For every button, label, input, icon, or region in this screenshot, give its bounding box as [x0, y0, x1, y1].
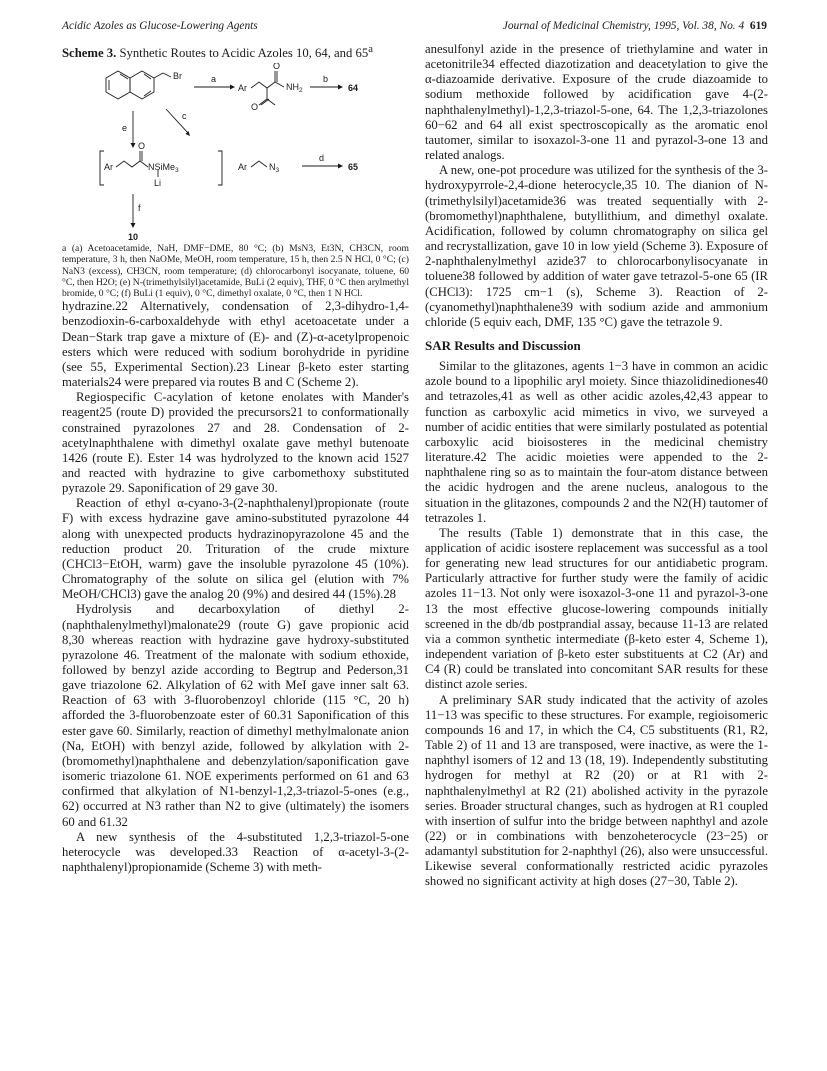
o-label-1: O	[273, 63, 281, 72]
step-e-label: e	[122, 123, 128, 134]
product-64-label: 64	[348, 83, 359, 94]
scheme-title: Synthetic Routes to Acidic Azoles 10, 64, and 65	[116, 46, 369, 61]
ar-label-1: Ar	[238, 83, 247, 94]
section-heading: SAR Results and Discussion	[425, 337, 581, 353]
left-paragraph-1: hydrazine.22 Alternatively, condensation of 2,3-dihydro-1,4-benzodioxin-6-carboxaldehyde with ethyl acetoacetate under a Dean−Stark trap gave a mixture of (E)- and (Z)-α-acetylpropenoic esters which were reduced with sodium borohydride in pyridine (see 55, Experimental Section).23 Linear β-keto ester starting materials24 were prepared via routes B and C (Scheme 2).	[62, 299, 409, 390]
page-number: 619	[749, 20, 767, 32]
o-label-2: O	[251, 102, 259, 113]
journal-citation: Journal of Medicinal Chemistry, 1995, Vol. 38, No. 4	[502, 20, 745, 32]
azide-chain	[251, 161, 267, 167]
product-10-label: 10	[128, 232, 139, 243]
sar-paragraph-2: The results (Table 1) demonstrate that in this case, the application of acidic isostere replacement was successful as a tool for generating new lead structures for our antidiabetic program. Particularly attractive for further study were the family of acidic azoles 11−13. Not only were isoxazol-3-one 11 and pyrazol-3-one 13 the most effective glucose-lowering compounds initially screened in the db/db postprandial assay, because 11-13 are related via a common synthetic intermediate (β-keto ester 4, Scheme 1), independent variation of β-keto ester substituents at C2 (Ar) and C4 (R) could be translated into concomitant SAR results for these distinct azole series.	[425, 525, 768, 692]
left-paragraph-4: Hydrolysis and decarboxylation of diethyl 2-(naphthalenylmethyl)malonate29 (route G) gave propionic acid 8,30 whereas reaction with hydrazine gave hydroxy-substituted pyrazolone 46. Treatment of the malonate with sodium ethoxide, followed by benzyl azide according to Begtrup and Pederson,31 gave triazolone 62. Alkylation of 62 with MeI gave inner salt 63. Reaction of 63 with 3-fluorobenzoyl chloride (115 °C, 20 h) afforded the 3-fluorobenzoate ester of 60.31 Saponification of this ester gave 60. Similarly, reaction of dimethyl methylmalonate anion (Na, EtOH) with benzyl azide, followed by alkylation with 2-(bromomethyl)naphthalene and debenzylation/saponification gave isomeric triazolone 61. NOE experiments performed on 61 and 63 confirmed that alkylation of N1-benzyl-1,2,3-triazol-5-ones (e.g., 62) occurred at N3 rather than N2 to give (ultimately) the isomers 60 and 61.32	[62, 602, 409, 829]
nsime3-label: NSiMe$_3$	[148, 162, 179, 175]
nh2-label: $NH_2$	[286, 82, 303, 95]
left-paragraph-5: A new synthesis of the 4-substituted 1,2,3-triazol-5-one heterocycle was developed.33 Reaction of α-acetyl-3-(2-naphthalenyl)propionamide (Scheme 3) with meth-	[62, 829, 409, 875]
left-column	[62, 42, 409, 875]
ketoamide-structure	[251, 71, 284, 105]
right-column	[425, 42, 768, 890]
scheme-caption-sup: a	[368, 44, 373, 55]
scheme-caption	[62, 42, 409, 61]
left-paragraph-2: Regiospecific C-acylation of ketone enolates with Mander's reagent25 (route D) provided the precursors21 to conformationally constrained pyrazolones 27 and 28. Condensation of 2-acetylnaphthalene with dimethyl oxalate gave methyl butenoate 1426 (route E). Ester 14 was hydrolyzed to the known acid 1527 and reacted with hydrazine to give carbomethoxy substituted pyrazole 29. Saponification of 29 gave 30.	[62, 390, 409, 496]
running-header-left: Acidic Azoles as Glucose-Lowering Agents	[62, 20, 258, 32]
ar-label-2: Ar	[104, 162, 113, 173]
product-65-label: 65	[348, 162, 359, 173]
br-label: Br	[173, 71, 182, 82]
scheme-footnote: a (a) Acetoacetamide, NaH, DMF−DME, 80 °C; (b) MsN3, Et3N, CH3CN, room temperature, 3 h, then NaOMe, MeOH, room temperature, 15 h, then 2.5 N HCl, 0 °C; (c) NaN3 (excess), CH3CN, room temperature; (d) chlorocarbonyl isocyanate, toluene, 60 °C, then H2O; (e) N-(trimethylsilyl)acetamide, BuLi (2 equiv), THF, 0 °C then arylmethyl bromide, 0 °C; (f) BuLi (1 equiv), 0 °C, dimethyl oxalate, 0 °C, then 1 N HCl.	[62, 243, 409, 300]
ar-label-3: Ar	[238, 162, 247, 173]
sar-paragraph-1: Similar to the glitazones, agents 1−3 have in common an acidic azole bound to a lipophilic aryl moiety. Since thiazolidinediones40 and tetrazoles,41 as well as other acidic azoles,42,43 appear to function as carboxylic acid mimetics in vivo, we surveyed a number of acidic entities that were similarly postulated as potential carboxylic acid bioisosteres in the medicinal chemistry literature.42 The acidic moieties were appended to the 2-naphthalene ring so as to maintain the four-atom distance between the acidic hydrogen and the arene nucleus, analogous to the situation in the glitazones, compounds 2 and the N2(H) tautomer of tetrazoles 1.	[425, 359, 768, 525]
scheme-3-figure	[62, 63, 409, 243]
step-b-label: b	[323, 74, 329, 85]
left-paragraph-3: Reaction of ethyl α-cyano-3-(2-naphthalenyl)propionate (route F) with excess hydrazine gave amino-substituted pyrazolone 44 along with unexpected products hydrazinopyrazolone 45 and the reduction product 20. Trituration of the crude mixture (CHCl3−EtOH, warm) gave the insoluble pyrazolone 45 (10%). Chromatography of the solute on silica gel (elution with 7% MeOH/CHCl3) gave the analog 20 (9%) and desired 44 (15%).28	[62, 496, 409, 602]
scheme-3-drawing	[62, 63, 409, 243]
step-a-label: a	[211, 74, 217, 85]
right-paragraph-2: A new, one-pot procedure was utilized for the synthesis of the 3-hydroxypyrrole-2,4-dione heterocycle,35 10. The dianion of N-(trimethylsilyl)acetamide36 was treated sequentially with 2-(bromomethyl)naphthalene, butyllithium, and dimethyl oxalate. Acidification, followed by column chromatography on silica gel and recrystallization, gave 10 in low yield (Scheme 3). Exposure of 2-naphthalenylmethyl azide37 to chlorocarbonylisocyanate in toluene38 followed by addition of water gave tetrazol-5-one 65 (IR (CHCl3): 1725 cm−1 (s), Scheme 3). Reaction of 2-(cyanomethyl)naphthalene39 with sodium azide and ammonium chloride (5 equiv each, DMF, 135 °C) gave the tetrazole 9.	[425, 163, 768, 329]
step-f-label: f	[138, 203, 141, 214]
naphthalene-structure	[106, 71, 171, 99]
running-header-right	[503, 20, 767, 32]
n3-label: $N_3$	[269, 162, 280, 175]
sar-paragraph-3: A preliminary SAR study indicated that the activity of azoles 11−13 was specific to these structures. For example, regioisomeric compounds 16 and 17, in which the C4, C5 substituents (R1, R2, Table 2) of 11 and 13 are transposed, were inactive, as were the 1-naphthyl isomers of 12 and 13 (18, 19). Independently substituting hydrogen for methyl at R2 (20) or at R1 with 2-naphthalenylmethyl at R2 (21) abolished activity in the pyrazole series. Broader structural changes, such as hydrogen at R1 coupled with insertion of sulfur into the bridge between naphthyl and azole (22) or in combinations with benzoheterocycle (23−25) or adamantyl substitution for 2-naphthyl (26), also were unsuccessful. Likewise several conformationally restricted acidic pyrazoles showed no significant activity at high doses (27−30, Table 2).	[425, 692, 768, 889]
li-label: Li	[154, 178, 162, 189]
right-paragraph-1: anesulfonyl azide in the presence of triethylamine and water in acetonitrile34 effected diazotization and deacetylation to give the α-diazoamide derivative. Exposure of the crude diazoamide to sodium methoxide followed by acidification gave 4-(2-naphthalenylmethyl)-1,2,3-triazol-5-one, 64. The 1,2,3-triazolones 60−62 and 64 all exist spectroscopically as the aromatic enol tautomer, similar to isoxazol-3-one 11 and pyrazol-3-one 13 and related analogs.	[425, 42, 768, 163]
o-label-3: O	[138, 141, 146, 152]
scheme-label: Scheme 3.	[62, 46, 117, 61]
step-c-label: c	[182, 111, 187, 122]
step-d-label: d	[319, 153, 325, 164]
